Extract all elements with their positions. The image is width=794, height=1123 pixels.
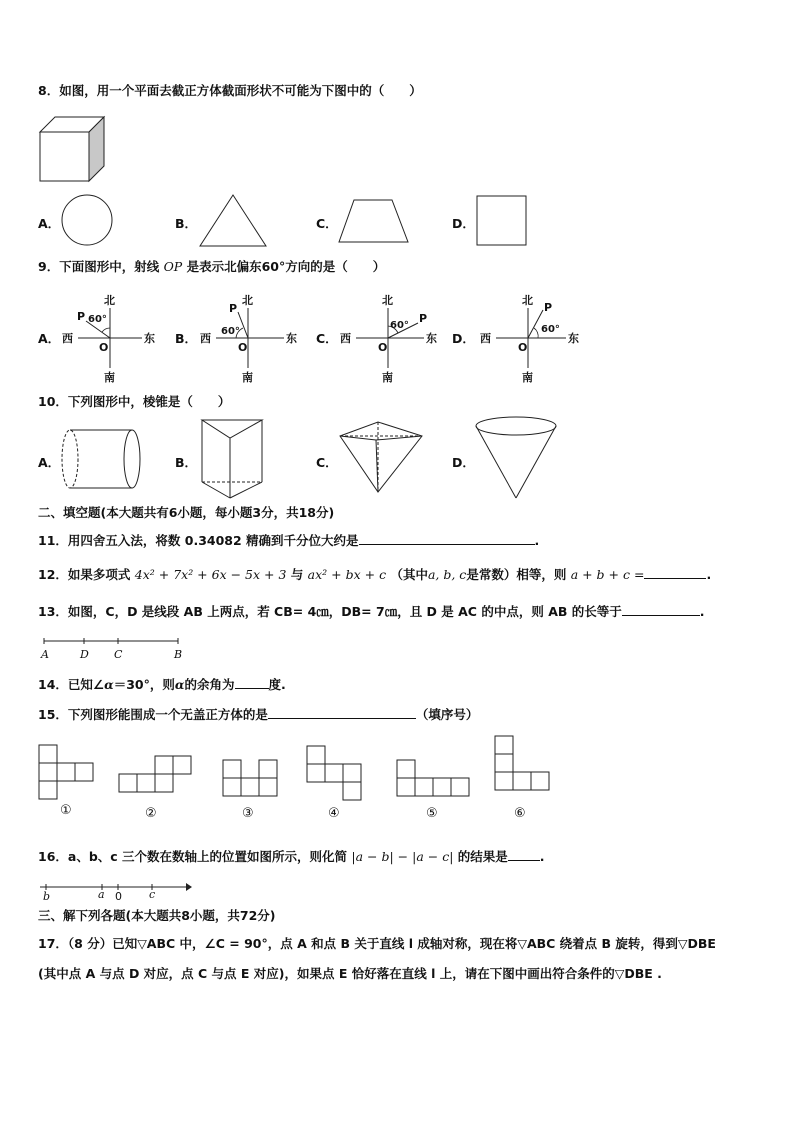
q11-text: 11．用四舍五入法，将数 0.34082 精确到千分位大约是 [38,533,359,548]
q9-option-d-label: D． [452,331,475,346]
section2-heading: 二、填空题(本大题共有6小题，每小题3分，共18分) [38,505,335,520]
q14-post: 的余角为 [184,677,235,692]
compass-north-label: 北 [242,294,253,307]
compass-origin-label: O [518,341,528,354]
q13-line [38,603,705,620]
compass-south-label: 南 [382,371,393,384]
compass-origin-label: O [378,341,388,354]
q9-stem [38,259,385,275]
q16-expression: |a − b| − |a − c| [351,849,454,864]
q8-option-c-label: C． [316,216,338,231]
axis-label-c: c [149,888,156,901]
net-label-4: ④ [328,806,340,821]
q12-mid: 与 [290,567,304,582]
q10-option-a-label: A． [38,455,61,470]
q9-option-c-label: C． [316,331,338,346]
compass-south-label: 南 [522,371,533,384]
q17-line-2: (其中点 A 与点 D 对应，点 C 与点 E 对应)，如果点 E 恰好落在直线 l 上，请在下图中画出符合条件的▽DBE . [38,966,662,981]
q14-pre: 14．已知∠ [38,677,105,692]
compass-diagram-d [478,290,584,382]
q12-pre: 12．如果多项式 [38,567,131,582]
compass-angle-label: 60° [390,320,409,331]
cube-figure [40,117,106,183]
net-label-6: ⑥ [514,806,526,821]
compass-angle-label: 60° [221,326,240,337]
q12-polynomial-2: ax² + bx + c [307,567,387,582]
q13-answer-blank [622,603,700,616]
q14-answer-blank [235,676,269,689]
q14-var: α [104,677,114,692]
q8-option-a-label: A． [38,216,61,231]
net-figure-4 [306,745,370,823]
point-c-label: C [114,648,123,661]
triangle-figure [199,194,269,248]
compass-east-label: 东 [286,332,297,345]
circle-figure [61,194,115,248]
net-figure-3 [222,759,284,823]
net-label-1: ① [60,803,72,818]
net-label-2: ② [145,806,157,821]
compass-point-label: P [419,312,428,325]
q16-end: . [539,849,545,864]
q12-answer-blank [644,566,706,579]
q11-answer-blank [359,532,535,545]
q8-stem: 8．如图，用一个平面去截正方体截面形状不可能为下图中的（ ） [38,83,422,98]
compass-diagram-c [338,290,442,382]
point-d-label: D [80,648,89,661]
pyramid-figure [338,420,424,494]
compass-west-label: 西 [62,332,73,345]
q9-ray: OP [163,259,183,274]
q16-line [38,848,545,865]
square-figure [476,195,528,247]
q11-line [38,532,539,549]
q16-post: 的结果是 [457,849,508,864]
q15-text: 15．下列图形能围成一个无盖正方体的是 [38,707,268,722]
section3-heading: 三、解下列各题(本大题共8小题，共72分) [38,908,276,923]
compass-point-label: P [544,301,553,314]
net-figure-1 [38,744,98,824]
q14-line [38,676,286,693]
point-b-label: B [174,648,183,661]
q14-var-2: α [174,677,185,692]
triangular-prism-figure [200,418,266,500]
compass-point-label: P [77,310,86,323]
q16-pre: 16．a、b、c 三个数在数轴上的位置如图所示，则化简 [38,849,348,864]
compass-origin-label: O [99,341,109,354]
q10-option-b-label: B． [175,455,198,470]
q10-stem: 10．下列图形中，棱锥是（ ） [38,394,231,409]
compass-west-label: 西 [200,332,211,345]
q17-line-1: 17．（8 分）已知▽ABC 中，∠C = 90°，点 A 和点 B 关于直线 l 成轴对称，现在将▽ABC 绕着点 B 旋转，得到▽DBE [38,936,716,951]
q9-stem-pre: 9．下面图形中，射线 [38,259,160,274]
net-figure-6 [494,735,556,823]
trapezoid-figure [338,199,410,244]
compass-west-label: 西 [480,332,491,345]
point-a-label: A [41,648,49,661]
net-label-3: ③ [242,806,254,821]
compass-north-label: 北 [522,294,533,307]
q12-polynomial: 4x² + 7x² + 6x − 5x + 3 [134,567,287,582]
compass-south-label: 南 [242,371,253,384]
q12-paren-pre: （其中 [390,567,428,582]
q10-option-d-label: D． [452,455,475,470]
q9-option-a-label: A． [38,331,61,346]
compass-west-label: 西 [340,332,351,345]
q10-option-c-label: C． [316,455,338,470]
compass-east-label: 东 [144,332,155,345]
q12-sum: a + b + c = [570,567,645,582]
compass-east-label: 东 [568,332,579,345]
q15-answer-blank [268,706,416,719]
q8-option-b-label: B． [175,216,198,231]
q9-stem-post: 是表示北偏东60°方向的是（ ） [186,259,386,274]
net-figure-5 [396,759,476,823]
cone-figure [474,416,560,500]
q12-line [38,566,711,583]
net-figure-2 [118,755,198,823]
compass-north-label: 北 [382,294,393,307]
q13-text: 13．如图，C，D 是线段 AB 上两点，若 CB= 4㎝，DB= 7㎝，且 D 是 AC 的中点，则 AB 的长等于 [38,604,622,619]
compass-east-label: 东 [426,332,437,345]
q11-end: . [534,533,540,548]
q9-option-b-label: B． [175,331,198,346]
q12-paren-post: 是常数）相等，则 [466,567,567,582]
cylinder-figure [60,428,146,492]
q15-note: （填序号） [415,707,479,722]
compass-south-label: 南 [104,371,115,384]
q16-answer-blank [508,848,540,861]
q13-end: . [699,604,705,619]
q14-end: 度. [268,677,286,692]
compass-origin-label: O [238,341,248,354]
compass-north-label: 北 [104,294,115,307]
compass-diagram-b [198,290,302,382]
number-line-figure [38,878,192,904]
q12-vars: a, b, c [427,567,467,582]
compass-point-label: P [229,302,238,315]
compass-diagram-a [60,290,160,382]
compass-angle-label: 60° [541,324,560,335]
q12-end: . [706,567,712,582]
axis-label-a: a [98,888,105,901]
q14-mid: ＝30°，则 [113,677,175,692]
q8-option-d-label: D． [452,216,475,231]
segment-figure [38,634,188,662]
net-label-5: ⑤ [426,806,438,821]
axis-label-b: b [43,890,51,903]
axis-label-zero: 0 [115,890,122,903]
compass-angle-label: 60° [88,314,107,325]
q15-line [38,706,478,723]
